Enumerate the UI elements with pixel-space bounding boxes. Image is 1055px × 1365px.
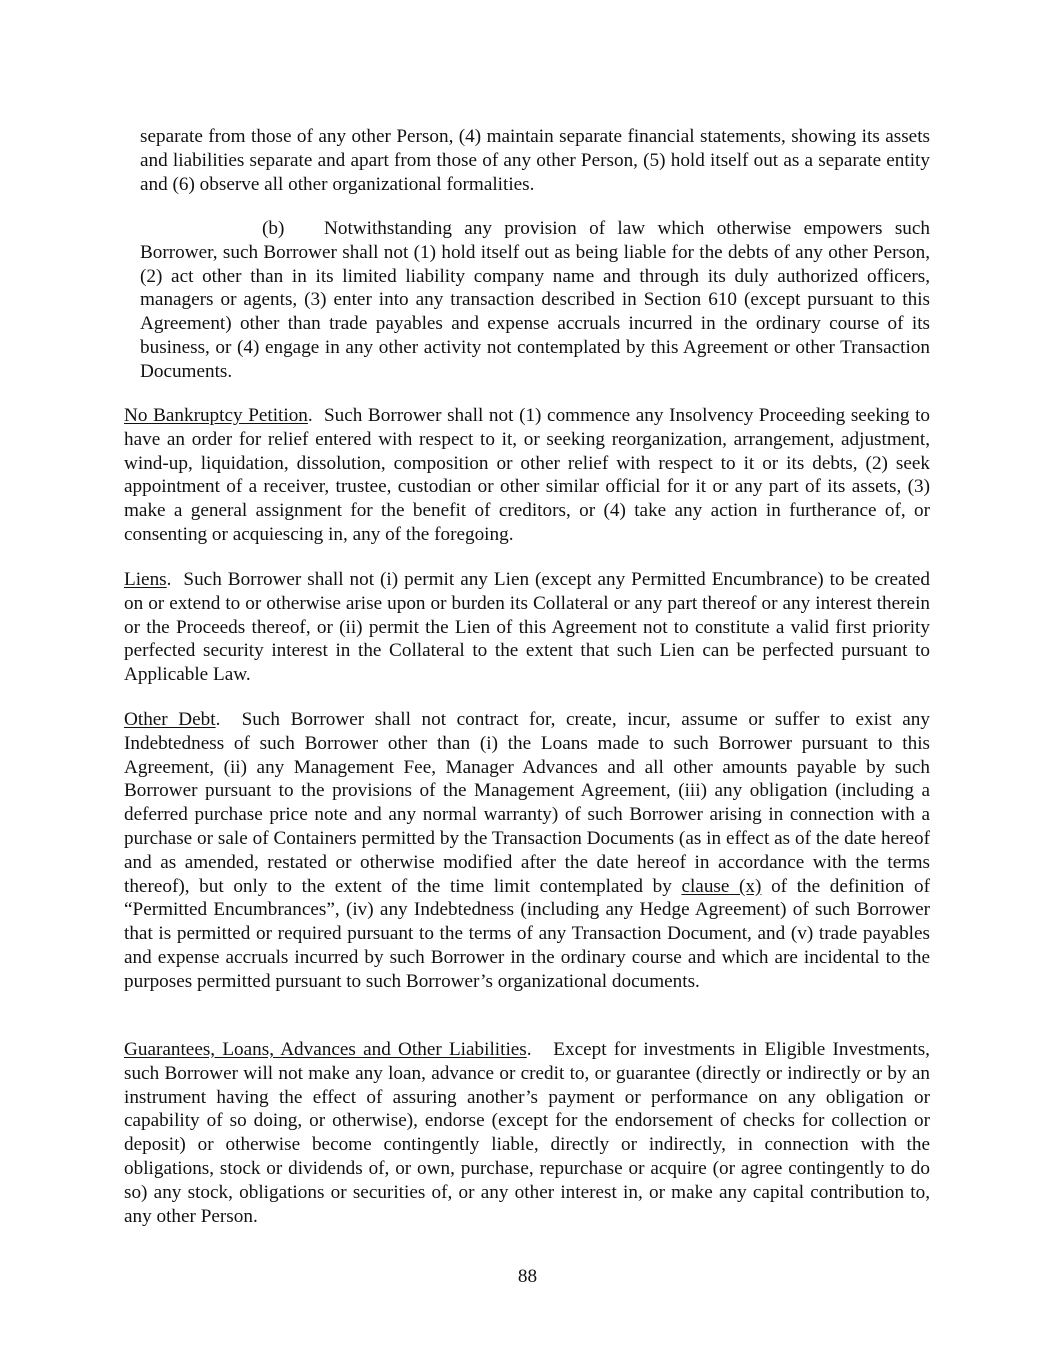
- paragraph-text: Such Borrower shall not (i) permit any Lien (except any Permitted Encumbrance) to be created on or extend to or otherwise arise upon or burden its Collateral or any part thereof or any interest therein or the Proceeds thereof, or (ii) permit the Lien of this Agreement not to constitute a valid first priority perfected security interest in the Collateral to the extent that such Lien can be perfected pursuant to Applicable Law.: [124, 569, 931, 686]
- clause-reference: clause (x): [681, 875, 762, 897]
- paragraph-no-bankruptcy-petition: No Bankruptcy Petition. Such Borrower shall not (1) commence any Insolvency Proceeding seeking to have an order for relief entered with respect to it, or seeking reorganization, arrangement, adjustment, wind-up, liquidation, dissolution, composition or other relief with respect to it or its debts, (2) seek appointment of a receiver, trustee, custodian or other similar official for it or any part of its assets, (3) make a general assignment for the benefit of creditors, or (4) take any action in furtherance of, or consenting or acquiescing in, any of the foregoing.: [124, 405, 930, 545]
- paragraph-b: [140, 217, 930, 384]
- paragraph-text: separate from those of any other Person, (4) maintain separate financial statements, showing its assets and liabilities separate and apart from those of any other Person, (5) hold itself out as a separate entity and (6) observe all other organizational formalities.: [140, 126, 930, 195]
- paragraph-other-debt: Other Debt. Such Borrower shall not contract for, create, incur, assume or suffer to exist any Indebtedness of such Borrower other than (i) the Loans made to such Borrower pursuant to this Agreement, (ii) any Management Fee, Manager Advances and all other amounts payable by such Borrower pursuant to the provisions of the Management Agreement, (iii) any obligation (including a deferred purchase price note and any normal warranty) of such Borrower arising in connection with a purchase or sale of Containers permitted by the Transaction Documents (as in effect as of the date hereof and as amended, restated or otherwise modified after the date hereof in accordance with the terms thereof), but only to the extent of the time limit contemplated by clause (x) of the definition of “Permitted Encumbrances”, (iv) any Indebtedness (including any Hedge Agreement) of such Borrower that is permitted or required pursuant to the terms of any Transaction Document, and (v) trade payables and expense accruals incurred by such Borrower in the ordinary course and which are incidental to the purposes permitted pursuant to such Borrower’s organizational documents.: [124, 709, 931, 992]
- paragraph-guarantees: Guarantees, Loans, Advances and Other Liabilities. Except for investments in Eligible Investments, such Borrower will not make any loan, advance or credit to, or guarantee (directly or indirectly or by an instrument having the effect of assuring another’s payment or performance on any obligation or capability of so doing, or otherwise), endorse (except for the endorsement of checks for collection or deposit) or otherwise become contingently liable, directly or indirectly, in connection with the obligations, stock or dividends of, or own, purchase, repurchase or acquire (or agree contingently to do so) any stock, obligations or securities of, or any other interest in, or make any capital contribution to, any other Person.: [124, 1039, 930, 1227]
- section-heading: Guarantees, Loans, Advances and Other Liabilities: [124, 1039, 527, 1060]
- subsection-label: (b): [262, 218, 285, 239]
- paragraph-continuation: [140, 125, 930, 196]
- section-heading: No Bankruptcy Petition: [124, 405, 308, 426]
- paragraph-liens: Liens. Such Borrower shall not (i) permit any Lien (except any Permitted Encumbrance) to be created on or extend to or otherwise arise upon or burden its Collateral or any part thereof or any interest therein or the Proceeds thereof, or (ii) permit the Lien of this Agreement not to constitute a valid first priority perfected security interest in the Collateral to the extent that such Lien can be perfected pursuant to Applicable Law.: [124, 569, 931, 686]
- paragraph-text: of the definition of “Permitted Encumbrances”, (iv) any Indebtedness (including any Hedge Agreement) of such Borrower that is permitted or required pursuant to the terms of any Transaction Document, and (v) trade payables and expense accruals incurred by such Borrower in the ordinary course and which are incidental to the purposes permitted pursuant to such Borrower’s organizational documents.: [124, 875, 931, 992]
- section-heading: Liens: [124, 569, 167, 590]
- paragraph-text: Such Borrower shall not contract for, create, incur, assume or suffer to exist any Indebtedness of such Borrower other than (i) the Loans made to such Borrower pursuant to this Agreement, (ii) any Management Fee, Manager Advances and all other amounts payable by such Borrower pursuant to the provisions of the Management Agreement, (iii) any obligation (including a deferred purchase price note and any normal warranty) of such Borrower arising in connection with a purchase or sale of Containers permitted by the Transaction Documents (as in effect as of the date hereof and as amended, restated or otherwise modified after the date hereof in accordance with the terms thereof), but only to the extent of the time limit contemplated by: [124, 709, 930, 897]
- paragraph-text: Notwithstanding any provision of law which otherwise empowers such Borrower, such Borrower shall not (1) hold itself out as being liable for the debts of any other Person, (2) act other than in its limited liability company name and through its duly authorized officers, managers or agents, (3) enter into any transaction described in Section 610 (except pursuant to this Agreement) other than trade payables and expense accruals incurred in the ordinary course of its business, or (4) engage in any other activity not contemplated by this Agreement or other Transaction Documents.: [140, 218, 930, 382]
- section-heading: Other Debt: [124, 709, 216, 730]
- paragraph-text: Except for investments in Eligible Investments, such Borrower will not make any loan, advance or credit to, or guarantee (directly or indirectly or by an instrument having the effect of assuring another’s payment or performance on any obligation or capability of so doing, or otherwise), endorse (except for the endorsement of checks for collection or deposit) or otherwise become contingently liable, directly or indirectly, in connection with the obligations, stock or dividends of, or own, purchase, repurchase or acquire (or agree contingently to do so) any stock, obligations or securities of, or any other interest in, or make any capital contribution to, any other Person.: [124, 1039, 930, 1227]
- page-number: 88: [517, 1266, 538, 1287]
- paragraph-text: Such Borrower shall not (1) commence any Insolvency Proceeding seeking to have an order for relief entered with respect to it, or seeking reorganization, arrangement, adjustment, wind-up, liquidation, dissolution, composition or other relief with respect to it or its debts, (2) seek appointment of a receiver, trustee, custodian or other similar official for it or any part of its assets, (3) make a general assignment for the benefit of creditors, or (4) take any action in furtherance of, or consenting or acquiescing in, any of the foregoing.: [124, 405, 930, 545]
